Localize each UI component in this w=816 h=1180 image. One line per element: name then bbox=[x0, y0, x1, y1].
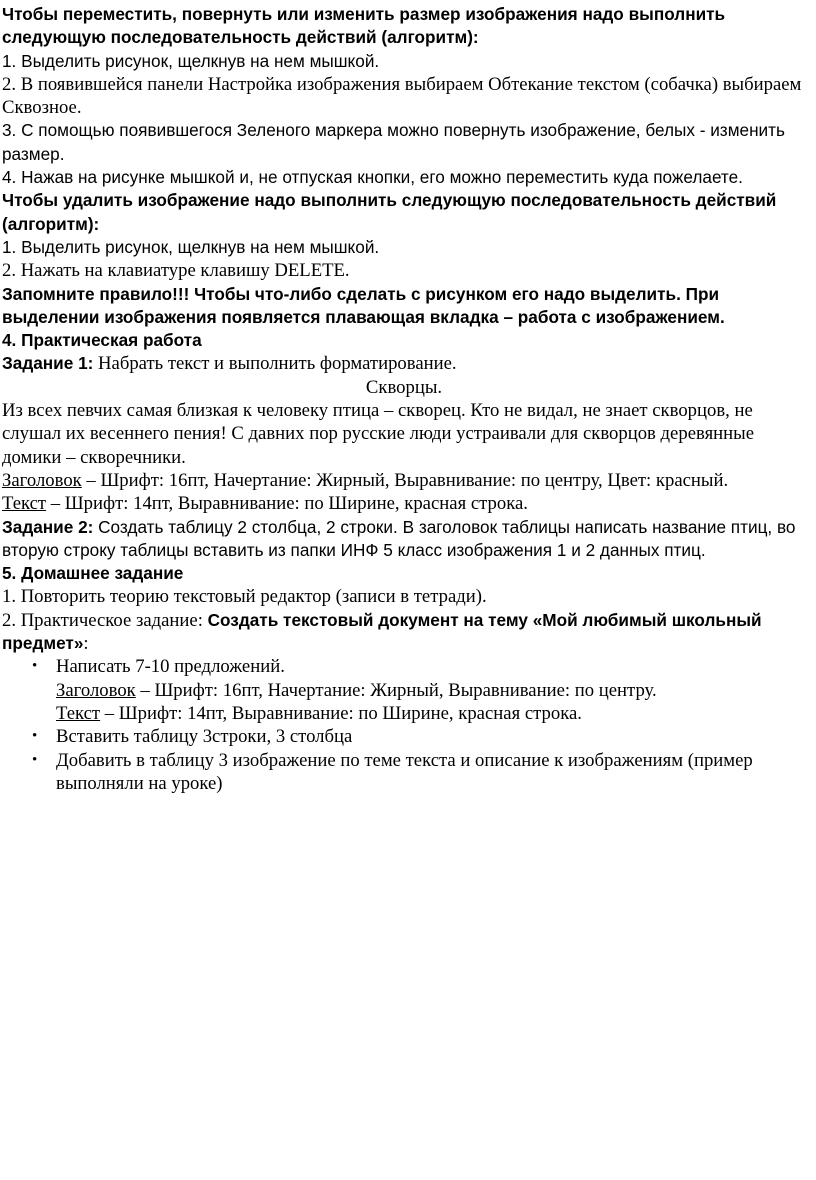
delete-section-heading: Чтобы удалить изображение надо выполнить следующую последовательность действий (алгоритм): bbox=[2, 190, 777, 234]
text-format bbox=[2, 492, 806, 515]
text-format-label: Текст bbox=[2, 493, 47, 515]
homework-bullet-list bbox=[2, 655, 806, 795]
text-format-text: – Шрифт: 14пт, Выравнивание: по Ширине, красная строка. bbox=[46, 493, 528, 515]
delete-step-1: 1. Выделить рисунок, щелкнув на нем мышкой. bbox=[2, 236, 380, 257]
sample-text: Из всех певчих самая близкая к человеку птица – скворец. Кто не видал, не знает скворцов, не слушал их весеннего пения! С давних пор русские люди устраивали для скворцов деревянные домики – скворечники. bbox=[2, 400, 755, 468]
list-item bbox=[2, 725, 806, 748]
bullet-1-line-1: Написать 7-10 предложений. bbox=[56, 656, 285, 678]
heading-format bbox=[2, 469, 806, 492]
heading-format-text: – Шрифт: 16пт, Начертание: Жирный, Выравнивание: по центру, Цвет: красный. bbox=[81, 469, 729, 491]
task-2-text: Создать таблицу 2 столбца, 2 строки. В заголовок таблицы написать название птиц, во вторую строку таблицы вставить из папки ИНФ 5 класс изображения 1 и 2 данных птиц. bbox=[2, 516, 796, 560]
bullet-1-heading-text: – Шрифт: 16пт, Начертание: Жирный, Выравнивание: по центру. bbox=[135, 679, 657, 701]
task-1 bbox=[2, 352, 806, 375]
move-step-1: 1. Выделить рисунок, щелкнув на нем мышкой. bbox=[2, 50, 380, 71]
list-item bbox=[2, 655, 806, 725]
practice-heading: 4. Практическая работа bbox=[2, 330, 202, 351]
bullet-3: Добавить в таблицу 3 изображение по теме текста и описание к изображениям (пример выполняли на уроке) bbox=[56, 749, 753, 794]
move-section-heading: Чтобы переместить, повернуть или изменить размер изображения надо выполнить следующую последовательность действий (алгоритм): bbox=[2, 4, 726, 48]
move-step-4: 4. Нажав на рисунке мышкой и, не отпуская кнопки, его можно переместить куда пожелаете. bbox=[2, 167, 743, 188]
list-item bbox=[2, 749, 806, 796]
move-step-2: 2. В появившейся панели Настройка изображения выбираем Обтекание текстом (собачка) выбираем Сквозное. bbox=[2, 73, 802, 119]
homework-item-2-topic: Создать текстовый документ на тему «Мой любимый школьный предмет» bbox=[2, 609, 762, 654]
bullet-1-text-text: – Шрифт: 14пт, Выравнивание: по Ширине, красная строка. bbox=[100, 702, 582, 724]
bullet-icon: • bbox=[32, 658, 38, 675]
bullet-1-heading-format bbox=[56, 679, 806, 702]
bullet-1-text-format bbox=[56, 702, 806, 725]
rule-note: Запомните правило!!! Чтобы что-либо сделать с рисунком его надо выделить. При выделении изображения появляется плавающая вкладка – работа с изображением. bbox=[2, 283, 725, 327]
bullet-1-text-label: Текст bbox=[56, 702, 101, 724]
homework-item-2-prefix: 2. Практическое задание: bbox=[2, 609, 208, 631]
homework-item-2-suffix: : bbox=[83, 633, 89, 655]
homework-item-1: 1. Повторить теорию текстовый редактор (записи в тетради). bbox=[2, 586, 487, 608]
sample-title: Скворцы. bbox=[365, 376, 443, 398]
homework-heading: 5. Домашнее задание bbox=[2, 563, 184, 584]
delete-step-2: 2. Нажать на клавиатуре клавишу DELETE. bbox=[2, 260, 350, 282]
task-2-label: Задание 2: bbox=[2, 516, 94, 537]
bullet-icon: • bbox=[32, 728, 38, 745]
task-1-text: Набрать текст и выполнить форматирование. bbox=[93, 353, 457, 375]
move-step-3: 3. С помощью появившегося Зеленого маркера можно повернуть изображение, белых - изменить размер. bbox=[2, 120, 785, 164]
bullet-icon: • bbox=[32, 751, 38, 768]
heading-format-label: Заголовок bbox=[2, 469, 82, 491]
bullet-1-heading-label: Заголовок bbox=[56, 679, 136, 701]
task-1-label: Задание 1: bbox=[2, 353, 94, 374]
task-2 bbox=[2, 516, 806, 563]
bullet-2: Вставить таблицу 3строки, 3 столбца bbox=[56, 726, 353, 748]
homework-item-2 bbox=[2, 609, 806, 656]
